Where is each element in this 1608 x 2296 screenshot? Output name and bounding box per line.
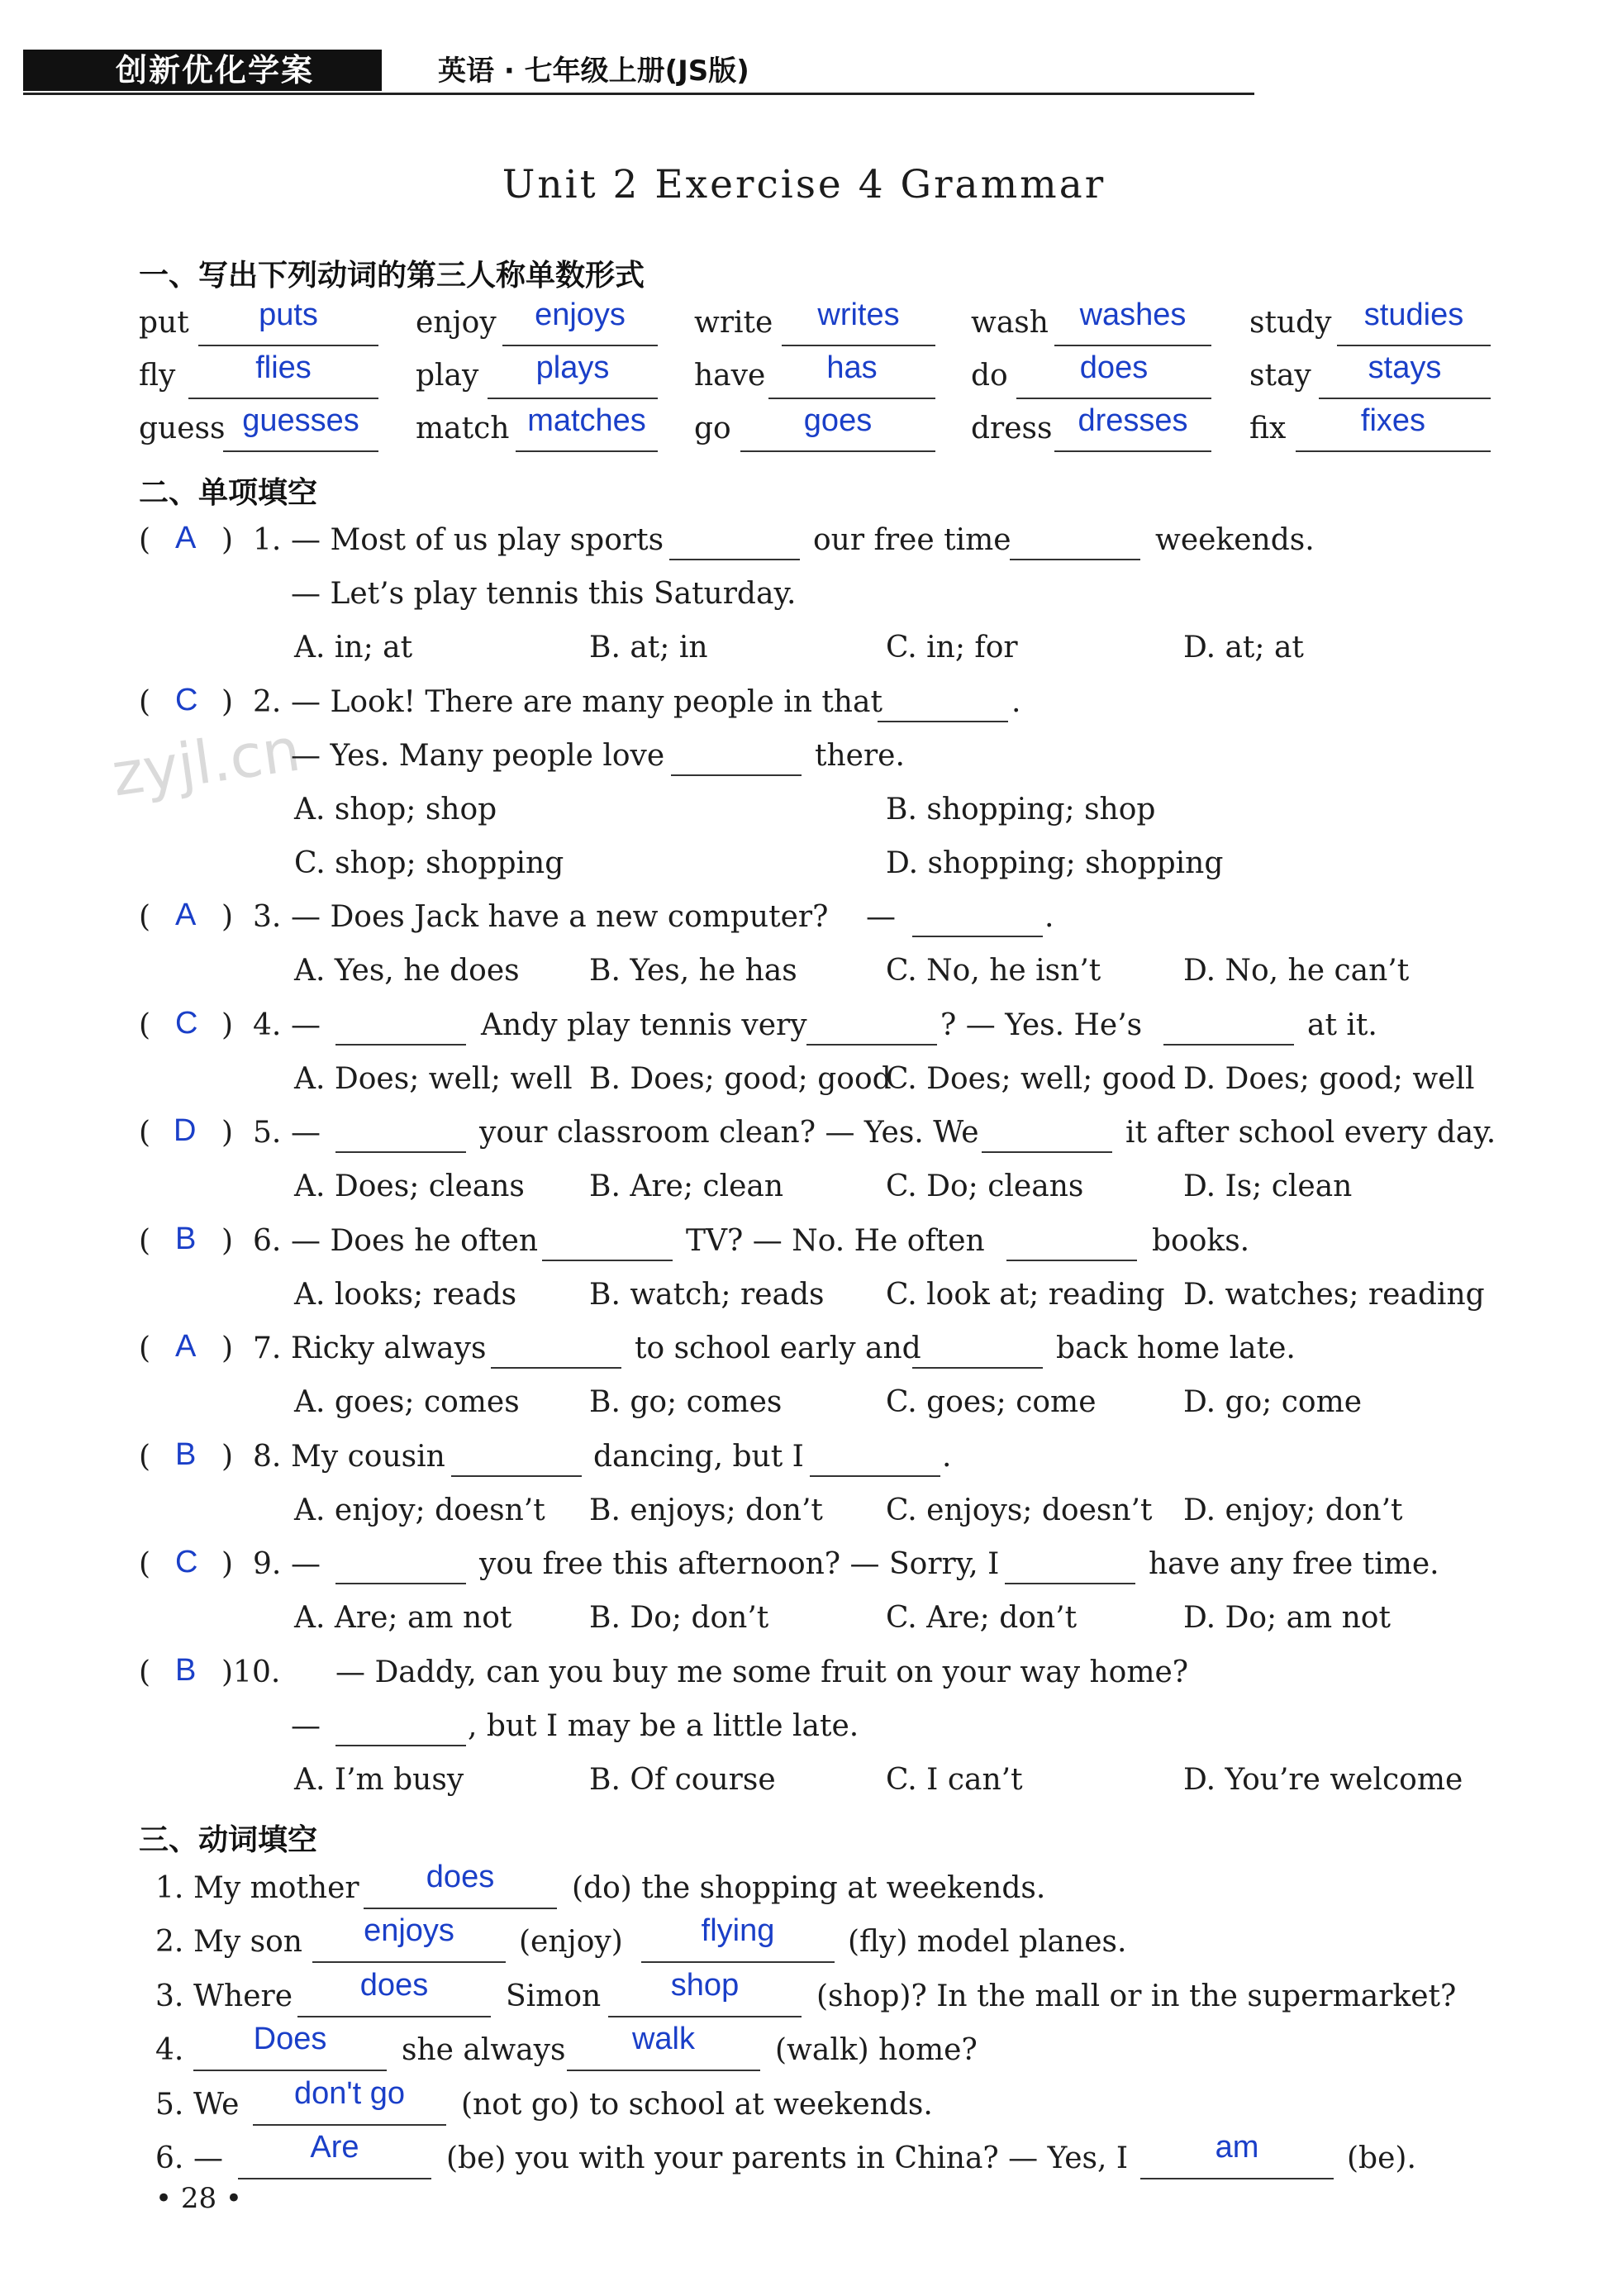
option: D. You’re welcome xyxy=(1183,1763,1463,1797)
blank xyxy=(335,1583,466,1584)
answer-paren: ) xyxy=(221,1547,234,1581)
answer-text: does xyxy=(1079,350,1149,385)
answer-paren: ) xyxy=(221,523,234,557)
answer-line xyxy=(364,1908,557,1909)
question-text: My cousin xyxy=(291,1440,445,1474)
option: A. I’m busy xyxy=(294,1763,464,1797)
choice-answer: B xyxy=(175,1222,197,1256)
answer-text: shop xyxy=(670,1968,740,2003)
verb: do xyxy=(971,359,1008,393)
blank xyxy=(1010,559,1140,560)
item-text: (walk) home? xyxy=(775,2033,978,2067)
question-number: 8. xyxy=(253,1440,282,1474)
option: C. Does; well; good xyxy=(886,1062,1177,1096)
option: A. looks; reads xyxy=(294,1278,517,1312)
question-text: — xyxy=(291,1116,321,1150)
answer-text: don't go xyxy=(293,2076,406,2111)
question-text: our free time xyxy=(813,523,1011,557)
answer-line xyxy=(1337,345,1491,346)
answer-paren: ) xyxy=(221,1008,234,1042)
verb: play xyxy=(416,359,479,393)
verb: have xyxy=(694,359,766,393)
answer-paren: ) xyxy=(221,1224,234,1258)
item-text: (enjoy) xyxy=(519,1925,623,1959)
item-text: (not go) to school at weekends. xyxy=(461,2088,933,2122)
header-rule xyxy=(23,93,1254,95)
option: D. go; come xyxy=(1183,1385,1363,1419)
option: B. enjoys; don’t xyxy=(589,1493,823,1527)
question-number: 4. xyxy=(253,1008,282,1042)
answer-text: fixes xyxy=(1360,403,1426,438)
page-title: Unit 2 Exercise 4 Grammar xyxy=(502,162,1106,207)
answer-text: does xyxy=(426,1860,495,1894)
answer-text: goes xyxy=(803,403,873,438)
option: B. Does; good; good xyxy=(589,1062,892,1096)
option: D. No, he can’t xyxy=(1183,954,1410,988)
blank xyxy=(1005,1583,1135,1584)
question-text: . xyxy=(942,1440,952,1474)
item-text: (fly) model planes. xyxy=(848,1925,1127,1959)
answer-line xyxy=(297,2016,491,2017)
answer-text: walk xyxy=(631,2022,696,2056)
blank xyxy=(912,1367,1043,1369)
answer-line xyxy=(608,2016,802,2017)
answer-paren: ( xyxy=(139,1224,151,1258)
verb: wash xyxy=(971,306,1049,340)
answer-paren: ) xyxy=(221,685,234,719)
answer-paren: ) xyxy=(221,1116,234,1150)
answer-line xyxy=(1296,450,1491,452)
answer-line xyxy=(198,345,378,346)
watermark: zyjl.cn xyxy=(107,714,305,810)
blank xyxy=(878,721,1008,722)
blank xyxy=(1163,1044,1294,1046)
answer-text: enjoys xyxy=(364,1913,454,1948)
blank xyxy=(982,1151,1112,1153)
choice-answer: C xyxy=(175,1006,198,1041)
choice-answer: D xyxy=(174,1113,197,1148)
blank xyxy=(806,1044,937,1046)
answer-paren: ( xyxy=(139,1655,151,1689)
answer-paren: ) xyxy=(221,1440,234,1474)
option: D. enjoy; don’t xyxy=(1183,1493,1403,1527)
answer-text: dresses xyxy=(1078,403,1188,438)
question-text: to school early and xyxy=(635,1331,921,1365)
question-text: — Most of us play sports xyxy=(291,523,664,557)
option: A. Does; well; well xyxy=(294,1062,573,1096)
answer-paren: ( xyxy=(139,1008,151,1042)
answer-line xyxy=(641,1961,835,1963)
answer-text: Does xyxy=(253,2022,327,2056)
answer-text: guesses xyxy=(242,403,359,438)
item-text: Where xyxy=(193,1979,293,2013)
option: A. Are; am not xyxy=(294,1601,512,1635)
option: A. enjoy; doesn’t xyxy=(294,1493,545,1527)
question-text: it after school every day. xyxy=(1125,1116,1496,1150)
question-number: 7. xyxy=(253,1331,282,1365)
question-text: weekends. xyxy=(1155,523,1315,557)
item-text: (be) you with your parents in China? — Yes, I xyxy=(446,2141,1129,2175)
blank xyxy=(335,1044,466,1046)
item-text: — xyxy=(193,2141,223,2175)
answer-paren: ( xyxy=(139,1547,151,1581)
answer-line xyxy=(1319,398,1491,399)
option: C. enjoys; doesn’t xyxy=(886,1493,1153,1527)
verb: dress xyxy=(971,412,1053,445)
answer-text: matches xyxy=(527,403,646,438)
option: B. Of course xyxy=(589,1763,776,1797)
option: B. at; in xyxy=(589,631,708,665)
brand-title: 创新优化学案 xyxy=(116,52,315,88)
answer-paren: ) xyxy=(221,900,234,934)
question-text: you free this afternoon? — Sorry, I xyxy=(479,1547,1000,1581)
item-text: We xyxy=(193,2088,240,2122)
question-number: 2. xyxy=(253,685,282,719)
choice-answer: B xyxy=(175,1437,197,1472)
answer-paren: ( xyxy=(139,1440,151,1474)
answer-line xyxy=(1054,450,1211,452)
verb: write xyxy=(694,306,773,340)
question-text: — xyxy=(291,1709,321,1743)
option: A. Does; cleans xyxy=(294,1169,525,1203)
option: B. Yes, he has xyxy=(589,954,797,988)
option: C. shop; shopping xyxy=(294,846,564,880)
question-text: back home late. xyxy=(1056,1331,1296,1365)
question-number: 6. xyxy=(253,1224,282,1258)
section3-heading: 三、动词填空 xyxy=(139,1823,318,1857)
answer-line xyxy=(516,450,658,452)
verb: stay xyxy=(1249,359,1311,393)
answer-text: puts xyxy=(259,298,318,332)
answer-text: does xyxy=(359,1968,429,2003)
question-text: dancing, but I xyxy=(593,1440,804,1474)
answer-text: plays xyxy=(535,350,610,385)
answer-paren: ( xyxy=(139,1116,151,1150)
verb: guess xyxy=(139,412,226,445)
verb: match xyxy=(416,412,510,445)
answer-text: enjoys xyxy=(535,298,626,332)
answer-paren: ( xyxy=(139,900,151,934)
verb: study xyxy=(1249,306,1332,340)
option: B. Do; don’t xyxy=(589,1601,769,1635)
answer-text: studies xyxy=(1363,298,1464,332)
answer-line xyxy=(1054,345,1211,346)
blank xyxy=(671,774,802,776)
section1-heading: 一、写出下列动词的第三人称单数形式 xyxy=(139,259,645,293)
option: D. Does; good; well xyxy=(1183,1062,1475,1096)
blank xyxy=(810,1475,940,1477)
option: B. go; comes xyxy=(589,1385,783,1419)
question-number: 1. xyxy=(253,523,282,557)
question-text: TV? — No. He often xyxy=(686,1224,985,1258)
item-text: Simon xyxy=(506,1979,602,2013)
page-number: • 28 • xyxy=(155,2182,242,2215)
verb: go xyxy=(694,412,731,445)
question-text: there. xyxy=(815,739,905,773)
answer-line xyxy=(223,450,378,452)
answer-text: flying xyxy=(701,1913,775,1948)
item-text: (be). xyxy=(1347,2141,1416,2175)
question-text: — xyxy=(291,1008,321,1042)
question-text: — xyxy=(866,900,896,934)
option: B. watch; reads xyxy=(589,1278,825,1312)
question-text: — xyxy=(291,1547,321,1581)
question-text: — Look! There are many people in that xyxy=(291,685,882,719)
answer-line xyxy=(1016,398,1211,399)
option: C. look at; reading xyxy=(886,1278,1165,1312)
subject-title: 英语 · 七年级上册(JS版) xyxy=(438,55,749,88)
question-text: — Does Jack have a new computer? xyxy=(291,900,829,934)
answer-line xyxy=(782,345,935,346)
option: A. shop; shop xyxy=(294,793,497,826)
answer-line xyxy=(238,2178,431,2179)
answer-line xyxy=(1140,2178,1334,2179)
option: D. Do; am not xyxy=(1183,1601,1391,1635)
question-text: — Daddy, can you buy me some fruit on your way home? xyxy=(335,1655,1189,1689)
question-number: 3. xyxy=(253,900,282,934)
question-text: Ricky always xyxy=(291,1331,487,1365)
item-number: 3. xyxy=(155,1979,184,2013)
option: C. Do; cleans xyxy=(886,1169,1084,1203)
option: D. Is; clean xyxy=(1183,1169,1353,1203)
option: A. Yes, he does xyxy=(294,954,520,988)
blank xyxy=(542,1260,673,1261)
answer-line xyxy=(188,398,378,399)
question-text: books. xyxy=(1152,1224,1250,1258)
question-number: 5. xyxy=(253,1116,282,1150)
blank xyxy=(912,936,1043,937)
item-text: My mother xyxy=(193,1871,359,1905)
option: C. in; for xyxy=(886,631,1018,665)
question-text: have any free time. xyxy=(1149,1547,1439,1581)
verb: fix xyxy=(1249,412,1287,445)
option: C. Are; don’t xyxy=(886,1601,1078,1635)
answer-text: flies xyxy=(255,350,312,385)
section2-heading: 二、单项填空 xyxy=(139,476,318,510)
option: C. goes; come xyxy=(886,1385,1097,1419)
question-text: . xyxy=(1011,685,1021,719)
answer-line xyxy=(193,2070,387,2071)
option: D. watches; reading xyxy=(1183,1278,1485,1312)
option: A. in; at xyxy=(294,631,413,665)
question-number: 9. xyxy=(253,1547,282,1581)
choice-answer: C xyxy=(175,1545,198,1579)
question-text: — Yes. Many people love xyxy=(291,739,665,773)
blank xyxy=(335,1151,466,1153)
verb: put xyxy=(139,306,189,340)
item-number: 5. xyxy=(155,2088,184,2122)
option: C. I can’t xyxy=(886,1763,1023,1797)
question-text: Andy play tennis very xyxy=(481,1008,807,1042)
answer-line xyxy=(253,2124,446,2126)
question-text: your classroom clean? — Yes. We xyxy=(479,1116,979,1150)
answer-line xyxy=(502,345,658,346)
option: D. at; at xyxy=(1183,631,1304,665)
choice-answer: C xyxy=(175,683,198,717)
answer-paren: ) xyxy=(221,1331,234,1365)
verb: enjoy xyxy=(416,306,497,340)
question-text: at it. xyxy=(1307,1008,1377,1042)
blank xyxy=(669,559,800,560)
item-number: 2. xyxy=(155,1925,184,1959)
answer-text: has xyxy=(826,350,878,385)
choice-answer: A xyxy=(175,1329,197,1364)
question-text: — Does he often xyxy=(291,1224,539,1258)
option: B. shopping; shop xyxy=(886,793,1156,826)
option: D. shopping; shopping xyxy=(886,846,1224,880)
item-text: she always xyxy=(402,2033,566,2067)
question-number: )10. xyxy=(221,1655,281,1689)
answer-text: am xyxy=(1215,2130,1259,2165)
answer-paren: ( xyxy=(139,523,151,557)
option: B. Are; clean xyxy=(589,1169,784,1203)
answer-text: Are xyxy=(310,2130,359,2165)
blank xyxy=(451,1475,582,1477)
verb: fly xyxy=(139,359,176,393)
blank xyxy=(491,1367,621,1369)
answer-line xyxy=(488,398,658,399)
question-text: ? — Yes. He’s xyxy=(940,1008,1143,1042)
answer-line xyxy=(312,1961,506,1963)
choice-answer: B xyxy=(175,1653,197,1688)
choice-answer: A xyxy=(175,521,197,555)
option: C. No, he isn’t xyxy=(886,954,1101,988)
question-text: , but I may be a little late. xyxy=(468,1709,859,1743)
item-number: 1. xyxy=(155,1871,184,1905)
item-text: (shop)? In the mall or in the supermarket? xyxy=(816,1979,1457,2013)
item-text: My son xyxy=(193,1925,302,1959)
answer-line xyxy=(567,2070,760,2071)
answer-text: washes xyxy=(1079,298,1187,332)
blank xyxy=(1006,1260,1137,1261)
answer-paren: ( xyxy=(139,1331,151,1365)
choice-answer: A xyxy=(175,898,197,932)
item-text: (do) the shopping at weekends. xyxy=(572,1871,1046,1905)
blank xyxy=(335,1745,466,1746)
answer-line xyxy=(768,398,935,399)
item-number: 6. xyxy=(155,2141,184,2175)
answer-paren: ( xyxy=(139,685,151,719)
answer-line xyxy=(740,450,935,452)
question-text: — Let’s play tennis this Saturday. xyxy=(291,577,797,611)
question-text: . xyxy=(1044,900,1054,934)
option: A. goes; comes xyxy=(294,1385,520,1419)
answer-text: stays xyxy=(1368,350,1442,385)
item-number: 4. xyxy=(155,2033,184,2067)
answer-text: writes xyxy=(817,298,900,332)
